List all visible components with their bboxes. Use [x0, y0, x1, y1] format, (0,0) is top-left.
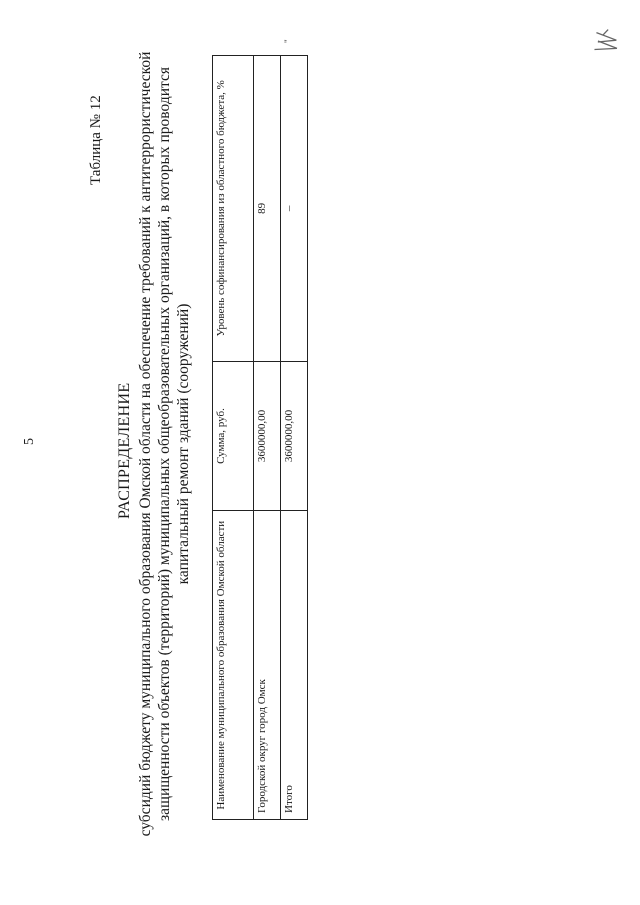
cell-amount: 3600000,00 [254, 361, 281, 511]
distribution-table [212, 55, 308, 820]
document-subtitle [136, 49, 193, 839]
table-header-row [213, 56, 254, 820]
header-cofinancing: Уровень софинансирования из областного бюджета, % [213, 56, 254, 362]
page-number: 5 [22, 438, 37, 445]
subtitle-line: капитальный ремонт зданий (сооружений) [175, 303, 192, 585]
document-title: РАСПРЕДЕЛЕНИЕ [116, 382, 133, 519]
cell-amount: 3600000,00 [281, 361, 308, 511]
header-municipality: Наименование муниципального образования Омской области [213, 511, 254, 820]
table-label: Таблица № 12 [88, 95, 104, 185]
cell-cofinancing: 89 [254, 56, 281, 362]
handwritten-initials-icon [590, 26, 629, 58]
cell-municipality: Городской округ город Омск [254, 511, 281, 820]
cell-cofinancing: – [281, 56, 308, 362]
subtitle-line: субсидий бюджету муниципального образования Омской области на обеспечение требований к антитеррористической [137, 51, 154, 837]
table-row [281, 56, 308, 820]
table-row [254, 56, 281, 820]
subtitle-line: защищенности объектов (территорий) муниципальных общеобразовательных организаций, в которых проводится [156, 67, 173, 821]
margin-mark-icon: " [283, 39, 293, 43]
cell-municipality: Итого [281, 511, 308, 820]
header-amount: Сумма, руб. [213, 361, 254, 511]
